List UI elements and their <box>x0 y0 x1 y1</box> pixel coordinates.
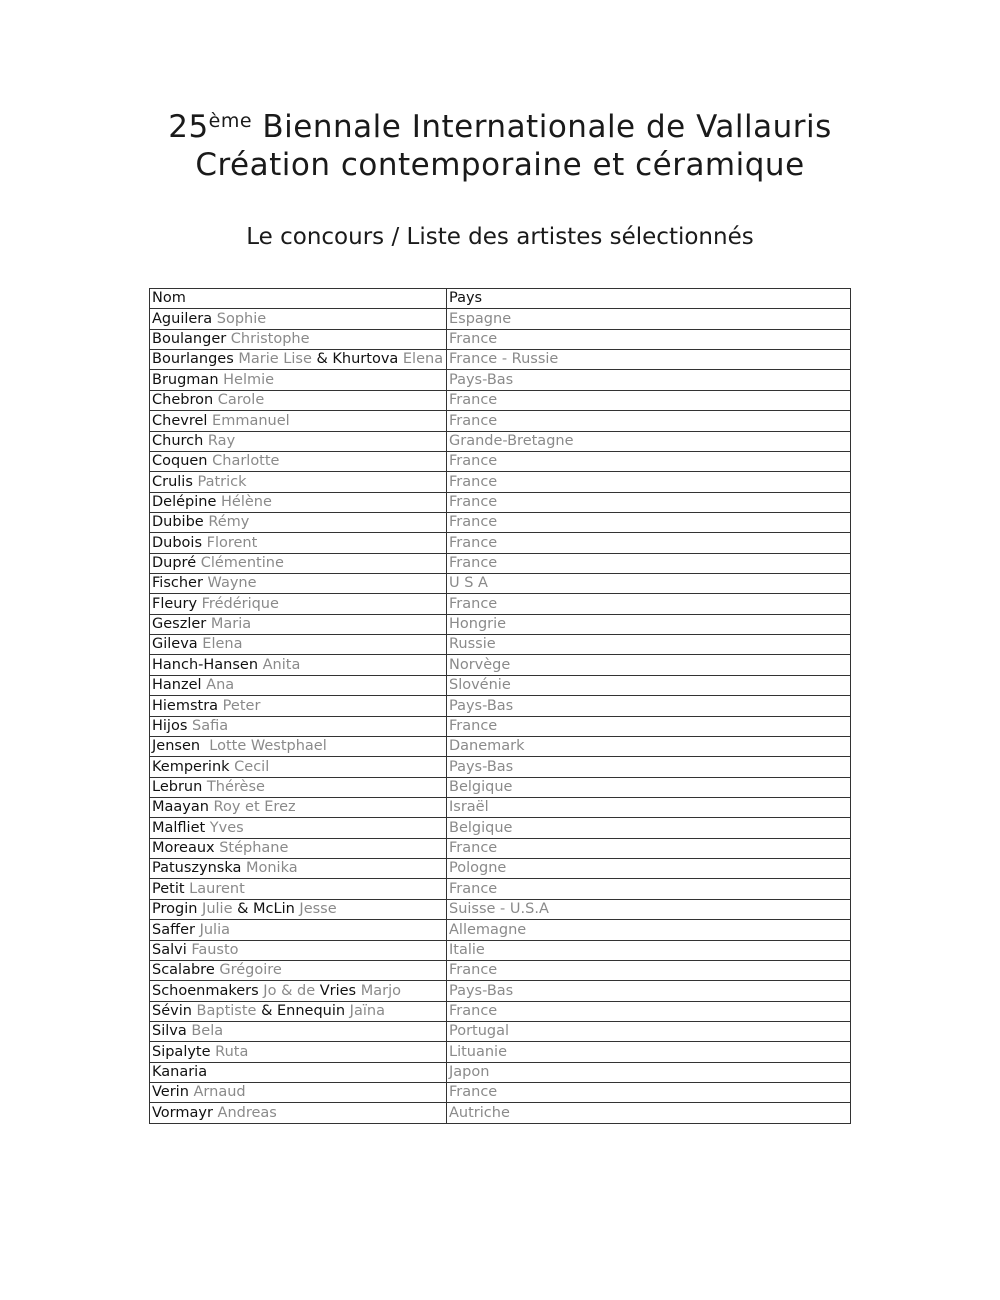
artist-last-name: Petit <box>152 880 185 897</box>
artist-name-cell <box>150 797 447 817</box>
country-cell: Autriche <box>447 1103 851 1123</box>
artist-last-name: Hanzel <box>152 677 202 694</box>
country-cell: France <box>447 411 851 431</box>
country-cell: U S A <box>447 574 851 594</box>
table-row <box>150 411 851 431</box>
table-row <box>150 920 851 940</box>
country-cell: France <box>447 329 851 349</box>
artist-last-name: Crulis <box>152 473 193 490</box>
artist-last-name: Aguilera <box>152 310 213 327</box>
artist-first-name: Christophe <box>226 331 310 348</box>
artist-first-name: Jaïna <box>345 1002 385 1019</box>
artist-first-name: Peter <box>218 697 261 714</box>
artist-last-name: & <box>237 901 249 918</box>
artist-name-cell <box>150 594 447 614</box>
artist-first-name: Arnaud <box>188 1084 246 1101</box>
artist-last-name: Dupré <box>152 555 197 572</box>
table-row <box>150 370 851 390</box>
artist-first-name: Bela <box>186 1023 224 1040</box>
country-cell: France <box>447 716 851 736</box>
country-cell: France <box>447 594 851 614</box>
table-row <box>150 553 851 573</box>
table-row <box>150 696 851 716</box>
artist-first-name: Roy et Erez <box>208 799 296 816</box>
artist-first-name: Hélène <box>216 493 272 510</box>
artist-name-cell <box>150 838 447 858</box>
artist-name-cell <box>150 370 447 390</box>
artist-name-cell <box>150 614 447 634</box>
country-cell: France <box>447 512 851 532</box>
artist-first-name: Emmanuel <box>207 412 290 429</box>
country-cell: France <box>447 390 851 410</box>
country-cell: Grande-Bretagne <box>447 431 851 451</box>
artist-last-name: Fischer <box>152 575 203 592</box>
table-row <box>150 797 851 817</box>
country-cell: Pays-Bas <box>447 370 851 390</box>
country-cell: France <box>447 472 851 492</box>
artist-first-name: & <box>281 982 293 999</box>
table-row <box>150 655 851 675</box>
country-cell: Russie <box>447 635 851 655</box>
table-row <box>150 859 851 879</box>
table-row <box>150 879 851 899</box>
table-row <box>150 492 851 512</box>
artist-first-name: Elena <box>197 636 243 653</box>
artist-name-cell <box>150 390 447 410</box>
country-cell: France <box>447 838 851 858</box>
artist-first-name: Andreas <box>212 1104 277 1121</box>
artist-last-name: Bourlanges <box>152 351 234 368</box>
country-cell: Hongrie <box>447 614 851 634</box>
country-cell: Pays-Bas <box>447 696 851 716</box>
artist-name-cell <box>150 899 447 919</box>
table-row <box>150 512 851 532</box>
artist-last-name: Church <box>152 432 204 449</box>
artist-last-name: Sévin <box>152 1002 192 1019</box>
artist-first-name: Grégoire <box>214 962 282 979</box>
artist-last-name: Patuszynska <box>152 860 242 877</box>
table-row <box>150 960 851 980</box>
artist-last-name: Vries <box>315 982 357 999</box>
country-cell: Portugal <box>447 1021 851 1041</box>
document-title <box>0 108 1000 184</box>
artist-name-cell <box>150 981 447 1001</box>
table-row <box>150 574 851 594</box>
artist-last-name: Jensen <box>152 738 201 755</box>
country-cell: France <box>447 492 851 512</box>
artist-last-name: Saffer <box>152 921 195 938</box>
title-superscript: ème <box>208 110 253 132</box>
country-cell: Belgique <box>447 818 851 838</box>
artist-last-name: Chebron <box>152 392 214 409</box>
artist-name-cell <box>150 960 447 980</box>
artist-name-cell <box>150 1001 447 1021</box>
artist-last-name: Hanch-Hansen <box>152 656 259 673</box>
artist-first-name: Ana <box>201 677 235 694</box>
country-cell: France <box>447 553 851 573</box>
artist-last-name: Geszler <box>152 616 207 633</box>
artist-last-name: Vormayr <box>152 1104 213 1121</box>
artist-first-name: Laurent <box>184 880 245 897</box>
artist-first-name: Cecil <box>229 758 270 775</box>
table-row <box>150 533 851 553</box>
country-cell: Espagne <box>447 309 851 329</box>
artist-first-name: Carole <box>213 392 265 409</box>
table-row <box>150 757 851 777</box>
artist-first-name: Marie Lise <box>233 351 317 368</box>
artist-last-name: Dubois <box>152 534 203 551</box>
artist-first-name: Elena <box>398 351 444 368</box>
artist-first-name: Maria <box>206 616 252 633</box>
artist-first-name: Frédérique <box>197 595 279 612</box>
table-row <box>150 777 851 797</box>
table-row <box>150 390 851 410</box>
artist-name-cell <box>150 1083 447 1103</box>
artist-last-name: Lebrun <box>152 778 203 795</box>
artist-first-name: Safia <box>187 717 229 734</box>
artist-name-cell <box>150 940 447 960</box>
country-cell: Pays-Bas <box>447 757 851 777</box>
artist-first-name: Florent <box>202 534 258 551</box>
table-header-row <box>150 289 851 309</box>
artist-last-name: McLin <box>248 901 295 918</box>
artist-first-name: Stéphane <box>214 840 289 857</box>
country-cell: Allemagne <box>447 920 851 940</box>
artist-name-cell <box>150 350 447 370</box>
country-cell: Lituanie <box>447 1042 851 1062</box>
artist-first-name: Jo <box>258 982 282 999</box>
table-row <box>150 899 851 919</box>
table-body <box>150 309 851 1123</box>
artist-first-name: Anita <box>258 656 301 673</box>
artist-last-name: Progin <box>152 901 198 918</box>
artist-first-name: Rémy <box>203 514 250 531</box>
artist-last-name: Delépine <box>152 493 217 510</box>
artist-name-cell <box>150 1021 447 1041</box>
country-cell: France <box>447 533 851 553</box>
artist-last-name: Fleury <box>152 595 198 612</box>
artist-name-cell <box>150 696 447 716</box>
table-row <box>150 431 851 451</box>
artist-name-cell <box>150 431 447 451</box>
artist-first-name: Yves <box>205 819 244 836</box>
artist-first-name: Lotte Westphael <box>200 738 327 755</box>
artist-name-cell <box>150 1103 447 1123</box>
table-row <box>150 329 851 349</box>
artist-last-name: Khurtova <box>327 351 399 368</box>
country-cell: Pays-Bas <box>447 981 851 1001</box>
country-cell: Danemark <box>447 736 851 756</box>
artist-last-name: Silva <box>152 1023 187 1040</box>
artist-last-name: Coquen <box>152 453 208 470</box>
artist-first-name: Ray <box>203 432 236 449</box>
table-row <box>150 818 851 838</box>
artist-first-name: Monika <box>241 860 298 877</box>
artist-name-cell <box>150 492 447 512</box>
artist-last-name: Chevrel <box>152 412 208 429</box>
artist-last-name: Brugman <box>152 371 219 388</box>
table-row <box>150 614 851 634</box>
title-line-1 <box>0 108 1000 146</box>
artist-name-cell <box>150 635 447 655</box>
artist-name-cell <box>150 533 447 553</box>
artist-name-cell <box>150 859 447 879</box>
artist-name-cell <box>150 1062 447 1082</box>
artist-last-name: Kemperink <box>152 758 230 775</box>
artist-first-name: Charlotte <box>207 453 280 470</box>
artist-first-name: Patrick <box>192 473 247 490</box>
artist-first-name: Marjo <box>356 982 401 999</box>
table-row <box>150 675 851 695</box>
table-row <box>150 1083 851 1103</box>
column-header-nom: Nom <box>150 289 447 309</box>
artist-first-name: Jesse <box>294 901 337 918</box>
artist-last-name: Schoenmakers <box>152 982 259 999</box>
artist-name-cell <box>150 451 447 471</box>
artist-last-name: Verin <box>152 1084 189 1101</box>
artist-name-cell <box>150 512 447 532</box>
table-row <box>150 594 851 614</box>
artist-name-cell <box>150 1042 447 1062</box>
artist-first-name: Julie <box>197 901 238 918</box>
artist-name-cell <box>150 736 447 756</box>
artist-last-name: Sipalyte <box>152 1043 211 1060</box>
table-row <box>150 1042 851 1062</box>
country-cell: Israël <box>447 797 851 817</box>
artist-name-cell <box>150 757 447 777</box>
artist-first-name: Baptiste <box>191 1002 262 1019</box>
table-row <box>150 472 851 492</box>
country-cell: France <box>447 1083 851 1103</box>
artist-last-name: Dubibe <box>152 514 204 531</box>
table-row <box>150 1062 851 1082</box>
table-row <box>150 451 851 471</box>
country-cell: France <box>447 1001 851 1021</box>
artist-last-name: Gileva <box>152 636 198 653</box>
artist-name-cell <box>150 329 447 349</box>
artist-last-name: Boulanger <box>152 331 227 348</box>
artist-name-cell <box>150 675 447 695</box>
artist-first-name: de <box>292 982 316 999</box>
artists-table <box>149 288 851 1124</box>
table-row <box>150 940 851 960</box>
artist-first-name: Clémentine <box>196 555 284 572</box>
table-row <box>150 635 851 655</box>
country-cell: Belgique <box>447 777 851 797</box>
country-cell: France <box>447 451 851 471</box>
table-row <box>150 1103 851 1123</box>
country-cell: Slovénie <box>447 675 851 695</box>
country-cell: Suisse - U.S.A <box>447 899 851 919</box>
column-header-pays: Pays <box>447 289 851 309</box>
table-row <box>150 838 851 858</box>
artist-last-name: Moreaux <box>152 840 215 857</box>
artist-name-cell <box>150 777 447 797</box>
artist-last-name: Hijos <box>152 717 188 734</box>
table-row <box>150 309 851 329</box>
artist-name-cell <box>150 920 447 940</box>
country-cell: France - Russie <box>447 350 851 370</box>
artist-name-cell <box>150 879 447 899</box>
artist-last-name: Scalabre <box>152 962 215 979</box>
document-subtitle: Le concours / Liste des artistes sélectionnés <box>246 224 754 250</box>
artist-last-name: Malfliet <box>152 819 206 836</box>
table-row <box>150 350 851 370</box>
country-cell: France <box>447 879 851 899</box>
table-row <box>150 1001 851 1021</box>
artist-name-cell <box>150 716 447 736</box>
artist-first-name: Ruta <box>210 1043 249 1060</box>
title-number: 25 <box>168 109 209 145</box>
artist-first-name: Thérèse <box>202 778 265 795</box>
artist-first-name: Sophie <box>212 310 267 327</box>
artist-name-cell <box>150 574 447 594</box>
artist-last-name: Salvi <box>152 941 187 958</box>
table-row <box>150 981 851 1001</box>
title-line-1-rest: Biennale Internationale de Vallauris <box>252 109 832 145</box>
artist-name-cell <box>150 655 447 675</box>
artist-last-name: Maayan <box>152 799 209 816</box>
artist-first-name: Wayne <box>202 575 257 592</box>
country-cell: Japon <box>447 1062 851 1082</box>
country-cell: France <box>447 960 851 980</box>
artist-last-name: & <box>261 1002 273 1019</box>
title-line-2: Création contemporaine et céramique <box>195 147 805 183</box>
artist-first-name: Fausto <box>186 941 239 958</box>
country-cell: Italie <box>447 940 851 960</box>
artist-name-cell <box>150 818 447 838</box>
country-cell: Norvège <box>447 655 851 675</box>
table-row <box>150 716 851 736</box>
table-row <box>150 1021 851 1041</box>
artist-name-cell <box>150 411 447 431</box>
artist-name-cell <box>150 472 447 492</box>
artist-last-name: Kanaria <box>152 1064 208 1081</box>
country-cell: Pologne <box>447 859 851 879</box>
artist-last-name: Hiemstra <box>152 697 219 714</box>
artist-first-name: Julia <box>194 921 230 938</box>
artist-name-cell <box>150 309 447 329</box>
artist-last-name: & <box>316 351 328 368</box>
artist-last-name: Ennequin <box>272 1002 346 1019</box>
artist-name-cell <box>150 553 447 573</box>
table-row <box>150 736 851 756</box>
artist-first-name: Helmie <box>218 371 275 388</box>
